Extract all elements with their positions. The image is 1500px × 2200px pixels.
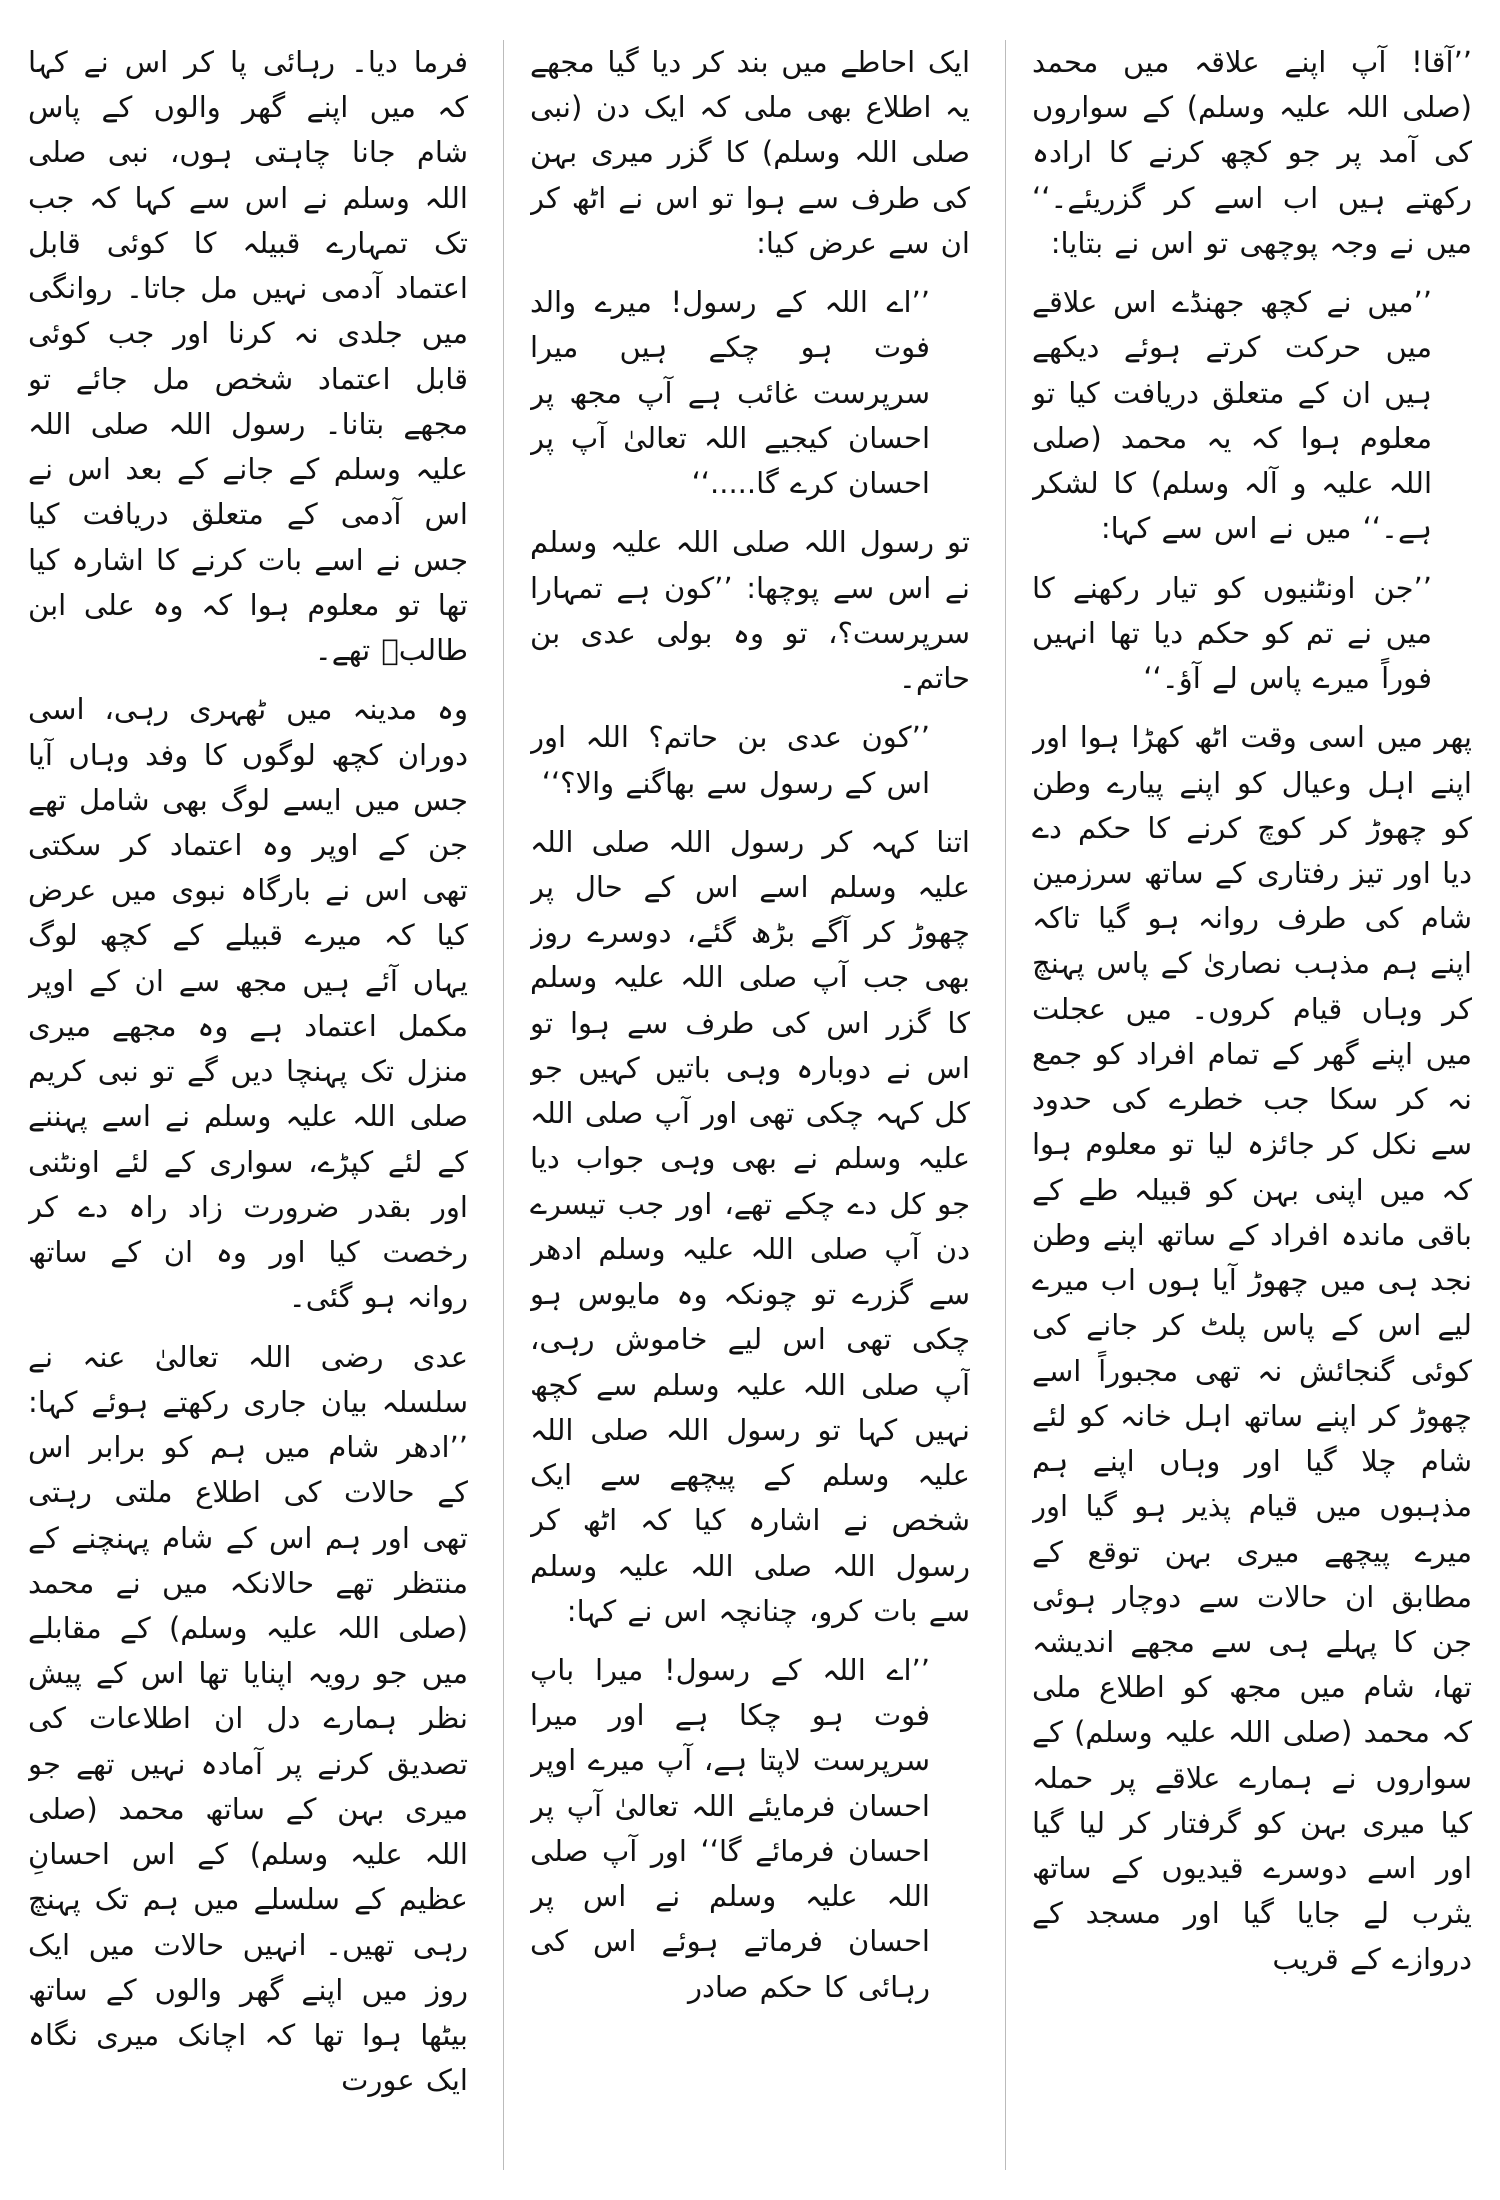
paragraph: ’’اے اللہ کے رسول! میرے والد فوت ہو چکے ہیں میرا سرپرست غائب ہے آپ مجھ پر احسان کیجیے اللہ تعالیٰ آپ پر احسان کرے گا.....‘‘ <box>530 285 930 501</box>
paragraph: ’’میں نے کچھ جھنڈے اس علاقے میں حرکت کرتے ہوئے دیکھے ہیں ان کے متعلق دریافت کیا تو معلوم ہوا کہ یہ محمد (صلی اللہ علیہ و آلہ وسلم) کا لشکر ہے۔‘‘ میں نے اس سے کہا: <box>1032 285 1432 546</box>
column-divider <box>503 40 504 2170</box>
paragraph: ’’کون عدی بن حاتم؟ اللہ اور اس کے رسول سے بھاگنے والا؟‘‘ <box>530 720 930 800</box>
paragraph: ایک احاطے میں بند کر دیا گیا مجھے یہ اطلاع بھی ملی کہ ایک دن (نبی صلی اللہ وسلم) کا گزر میری بہن کی طرف سے ہوا تو اس نے اٹھ کر ان سے عرض کیا: <box>530 45 970 260</box>
paragraph: اتنا کہہ کر رسول اللہ صلی اللہ علیہ وسلم اسے اس کے حال پر چھوڑ کر آگے بڑھ گئے، دوسرے روز بھی جب آپ صلی اللہ علیہ وسلم کا گزر اس کی طرف سے ہوا تو اس نے دوبارہ وہی باتیں کہیں جو کل کہہ چکی تھی اور آپ صلی اللہ علیہ وسلم نے بھی وہی جواب دیا جو کل دے چکے تھے، اور جب تیسرے دن آپ صلی اللہ علیہ وسلم ادھر سے گزرے تو چونکہ وہ مایوس ہو چکی تھی اس لیے خاموش رہی، آپ صلی اللہ علیہ وسلم سے کچھ نہیں کہا تو رسول اللہ صلی اللہ علیہ وسلم کے پیچھے سے ایک شخص نے اشارہ کیا کہ اٹھ کر رسول اللہ صلی اللہ علیہ وسلم سے بات کرو، چنانچہ اس نے کہا: <box>530 824 970 1628</box>
column-divider <box>1005 40 1006 2170</box>
text-column-middle <box>530 40 970 2170</box>
paragraph: تو رسول اللہ صلی اللہ علیہ وسلم نے اس سے پوچھا: ’’کون ہے تمہارا سرپرست؟، تو وہ بولی عدی بن حاتم۔ <box>530 525 970 696</box>
paragraph: وہ مدینہ میں ٹھہری رہی، اسی دوران کچھ لوگوں کا وفد وہاں آیا جس میں ایسے لوگ بھی شامل تھے جن کے اوپر وہ اعتماد کر سکتی تھی اس نے بارگاہ نبوی میں عرض کیا کہ میرے قبیلے کے کچھ لوگ یہاں آئے ہیں مجھ سے ان کے اوپر مکمل اعتماد ہے وہ مجھے میری منزل تک پہنچا دیں گے تو نبی کریم صلی اللہ علیہ وسلم نے اسے پہننے کے لئے کپڑے، سواری کے لئے اونٹنی اور بقدر ضرورت زاد راہ دے کر رخصت کیا اور وہ ان کے ساتھ روانہ ہو گئی۔ <box>28 692 468 1315</box>
paragraph: ’’آقا! آپ اپنے علاقہ میں محمد (صلی اللہ علیہ وسلم) کے سواروں کی آمد پر جو کچھ کرنے کا ارادہ رکھتے ہیں اب اسے کر گزریئے۔‘‘ میں نے وجہ پوچھی تو اس نے بتایا: <box>1032 45 1472 260</box>
paragraph: ’’اے اللہ کے رسول! میرا باپ فوت ہو چکا ہے اور میرا سرپرست لاپتا ہے، آپ میرے اوپر احسان فرمایئے اللہ تعالیٰ آپ پر احسان فرمائے گا‘‘ اور آپ صلی اللہ علیہ وسلم نے اس پر احسان فرماتے ہوئے اس کی رہائی کا حکم صادر <box>530 1652 930 2004</box>
text-column-left <box>28 40 468 2170</box>
paragraph: ’’جن اونٹنیوں کو تیار رکھنے کا میں نے تم کو حکم دیا تھا انہیں فوراً میرے پاس لے آؤ۔‘‘ <box>1032 570 1432 696</box>
text-column-right <box>1032 40 1472 2170</box>
paragraph: فرما دیا۔ رہائی پا کر اس نے کہا کہ میں اپنے گھر والوں کے پاس شام جانا چاہتی ہوں، نبی صلی اللہ وسلم نے اس سے کہا کہ جب تک تمہارے قبیلہ کا کوئی قابل اعتماد آدمی نہیں مل جاتا۔ روانگی میں جلدی نہ کرنا اور جب کوئی قابل اعتماد شخص مل جائے تو مجھے بتانا۔ رسول اللہ صلی اللہ علیہ وسلم کے جانے کے بعد اس نے اس آدمی کے متعلق دریافت کیا جس نے اسے بات کرنے کا اشارہ کیا تھا تو معلوم ہوا کہ وہ علی ابن طالبؓ تھے۔ <box>28 45 468 668</box>
paragraph: پھر میں اسی وقت اٹھ کھڑا ہوا اور اپنے اہل وعیال کو اپنے پیارے وطن کو چھوڑ کر کوچ کرنے کا حکم دے دیا اور تیز رفتاری کے ساتھ سرزمین شام کی طرف روانہ ہو گیا تاکہ اپنے ہم مذہب نصاریٰ کے پاس پہنچ کر وہاں قیام کروں۔ میں عجلت میں اپنے گھر کے تمام افراد کو جمع نہ کر سکا جب خطرے کی حدود سے نکل کر جائزہ لیا تو معلوم ہوا کہ میں اپنی بہن کو قبیلہ طے کے باقی ماندہ افراد کے ساتھ اپنے وطن نجد ہی میں چھوڑ آیا ہوں اب میرے لیے اس کے پاس پلٹ کر جانے کی کوئی گنجائش نہ تھی مجبوراً اسے چھوڑ کر اپنے ساتھ اہل خانہ کو لئے شام چلا گیا اور وہاں اپنے ہم مذہبوں میں قیام پذیر ہو گیا اور میرے پیچھے میری بہن توقع کے مطابق ان حالات سے دوچار ہوئی جن کا پہلے ہی سے مجھے اندیشہ تھا، شام میں مجھ کو اطلاع ملی کہ محمد (صلی اللہ علیہ وسلم) کے سواروں نے ہمارے علاقے پر حملہ کیا میری بہن کو گرفتار کر لیا گیا اور اسے دوسرے قیدیوں کے ساتھ یثرب لے جایا گیا اور مسجد کے دروازے کے قریب <box>1032 720 1472 1976</box>
paragraph: عدی رضی اللہ تعالیٰ عنہ نے سلسلہ بیان جاری رکھتے ہوئے کہا: ’’ادھر شام میں ہم کو برابر اس کے حالات کی اطلاع ملتی رہتی تھی اور ہم اس کے شام پہنچنے کے منتظر تھے حالانکہ میں نے محمد (صلی اللہ علیہ وسلم) کے مقابلے میں جو رویہ اپنایا تھا اس کے پیش نظر ہمارے دل ان اطلاعات کی تصدیق کرنے پر آمادہ نہیں تھے جو میری بہن کے ساتھ محمد (صلی اللہ علیہ وسلم) کے اس احسانِ عظیم کے سلسلے میں ہم تک پہنچ رہی تھیں۔ انہیں حالات میں ایک روز میں اپنے گھر والوں کے ساتھ بیٹھا ہوا تھا کہ اچانک میری نگاہ ایک عورت <box>28 1339 468 2098</box>
